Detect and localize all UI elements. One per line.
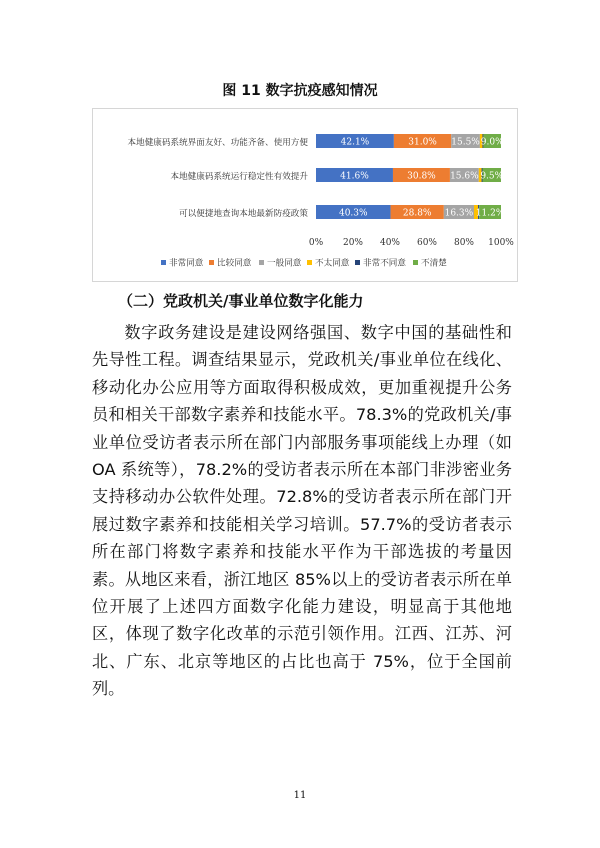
legend-swatch xyxy=(161,260,166,265)
legend-label: 比较同意 xyxy=(217,258,252,269)
data-label: 41.6% xyxy=(340,171,369,182)
page-number: 11 xyxy=(293,790,307,801)
data-label: 42.1% xyxy=(340,137,370,148)
legend-label: 一般同意 xyxy=(267,258,302,269)
data-label: 28.8% xyxy=(402,208,432,219)
x-tick-label: 80% xyxy=(453,238,475,248)
data-label: 30.8% xyxy=(407,171,436,182)
data-label: 9.0% xyxy=(480,137,504,148)
data-label: 16.3% xyxy=(444,208,474,219)
body-paragraph: 数字政务建设是建设网络强国、数字中国的基础性和先导性工程。调查结果显示，党政机关/事业单位在线化、移动化办公应用等方面取得积极成效，更加重视提升公务员和相关干部数字素养和技能水平。78.3%的党政机关/事业单位受访者表示所在部门内部服务事项能线上办理（如 OA 系统等），78.2%的受访者表示所在本部门非涉密业务支持移动办公软件处理。72.8%的受访者表示所在部门开展过数字素养和技能相关学习培训。57.7%的受访者表示所在部门将数字素养和技能水平作为干部选拔的考量因素。从地区来看，浙江地区 85%以上的受访者表示所在单位开展了上述四方面数字化能力建设，明显高于其他地区，体现了数字化改革的示范引领作用。江西、江苏、河北、广东、北京等地区的占比也高于 75%，位于全国前列。 xyxy=(92,323,512,699)
legend-label: 非常同意 xyxy=(169,258,204,269)
data-label: 15.5% xyxy=(451,137,480,148)
stacked-bar-chart xyxy=(92,108,518,282)
category-label: 可以便捷地查询本地最新防疫政策 xyxy=(179,209,308,219)
legend-label: 不太同意 xyxy=(315,258,350,269)
chart-svg xyxy=(93,109,517,281)
legend-swatch xyxy=(307,260,312,265)
data-label: 11.2% xyxy=(475,208,505,219)
x-tick-label: 40% xyxy=(379,238,401,248)
data-label: 40.3% xyxy=(338,208,368,219)
category-label: 本地健康码系统运行稳定性有效提升 xyxy=(170,172,308,182)
data-label: 15.6% xyxy=(450,171,479,182)
x-tick-label: 100% xyxy=(488,238,514,248)
category-label: 本地健康码系统界面友好、功能齐备、使用方便 xyxy=(127,138,308,148)
x-tick-label: 20% xyxy=(342,238,364,248)
data-label: 9.5% xyxy=(480,171,504,182)
legend-swatch xyxy=(259,260,264,265)
x-tick-label: 0% xyxy=(308,238,324,248)
section-heading: （二）党政机关/事业单位数字化能力 xyxy=(118,292,364,310)
x-tick-label: 60% xyxy=(416,238,438,248)
data-label: 31.0% xyxy=(408,137,437,148)
figure-title: 图 11 数字抗疫感知情况 xyxy=(222,83,378,99)
legend-swatch xyxy=(355,260,360,265)
legend-swatch xyxy=(413,260,418,265)
legend-label: 非常不同意 xyxy=(363,258,406,269)
legend-swatch xyxy=(209,260,214,265)
legend-label: 不清楚 xyxy=(421,258,447,269)
